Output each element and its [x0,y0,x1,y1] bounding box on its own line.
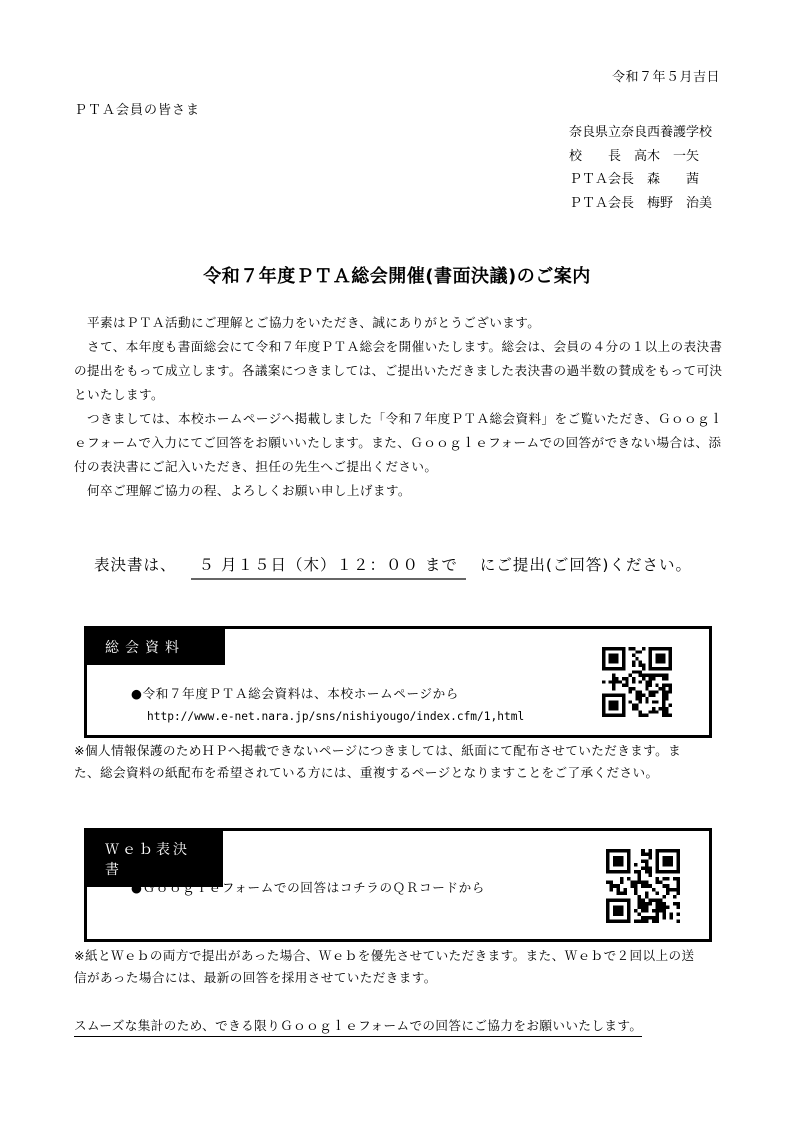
qr-code-icon[interactable] [606,849,680,923]
sender-block [569,121,712,215]
school-name: 奈良県立奈良西養護学校 [569,125,713,140]
materials-heading: 総会資料 [87,629,225,665]
materials-item: ●令和７年度ＰＴＡ総会資料は、本校ホームページから [131,686,459,701]
deadline-line [94,553,692,580]
body-paragraph: つきましては、本校ホームページへ掲載しました「令和７年度ＰＴＡ総会資料」をご覧いただき、Ｇｏｏｇｌｅフォームで入力にてご回答をお願いいたします。また、Ｇｏｏｇｌｅフォームでの回答ができない場合は、添付の表決書にご記入いただき、担任の先生へご提出ください。 [74,411,723,474]
web-form-box [84,828,712,942]
materials-url[interactable]: http://www.e-net.nara.jp/sns/nishiyougo/index.cfm/1,html [147,710,525,723]
web-form-item: ●Ｇｏｏｇｌｅフォームでの回答はコチラのＱＲコードから [131,880,485,895]
deadline-suffix: にご提出(ご回答)ください。 [479,556,692,574]
body-paragraph: 何卒ご理解ご協力の程、よろしくお願い申し上げます。 [74,483,411,498]
page-title: 令和７年度ＰＴＡ総会開催(書面決議)のご案内 [203,266,591,287]
body-paragraph: 平素はＰＴＡ活動にご理解とご協力をいただき、誠にありがとうございます。 [74,315,541,330]
body-text [74,311,724,503]
principal-name: 校 長 高木 一矢 [569,148,700,164]
pta-chair-1: ＰＴＡ会長 森 茜 [569,172,700,187]
pta-chair-2: ＰＴＡ会長 梅野 治美 [569,195,713,211]
privacy-note: ※個人情報保護のためＨＰへ掲載できないページにつきましては、紙面にて配布させていただきます。また、総会資料の紙配布を希望されている方には、重複するページとなりますことをご了承ください。 [74,743,682,780]
qr-code-icon[interactable] [602,647,672,717]
body-paragraph: さて、本年度も書面総会にて令和７年度ＰＴＡ総会を開催いたします。総会は、会員の４分の１以上の表決書の提出をもって成立します。各議案につきましては、ご提出いただきました表決書の過半数の賛成をもって可決といたします。 [74,339,723,402]
submission-note: ※紙とＷｅｂの両方で提出があった場合、Ｗｅｂを優先させていただきます。また、Ｗｅｂで２回以上の送信があった場合には、最新の回答を採用させていただきます。 [74,948,695,985]
deadline-prefix: 表決書は、 [94,556,177,574]
addressee: ＰＴＡ会員の皆さま [74,103,201,118]
materials-box [84,626,712,738]
closing-line: スムーズな集計のため、できる限りＧｏｏｇｌｅフォームでの回答にご協力をお願いいたします。 [74,1015,642,1037]
web-form-heading: Ｗｅｂ表決書 [87,831,223,887]
deadline-date: ５ 月１５日（木）１２：００ まで [191,553,466,580]
document-date: 令和７年５月吉日 [611,70,720,85]
